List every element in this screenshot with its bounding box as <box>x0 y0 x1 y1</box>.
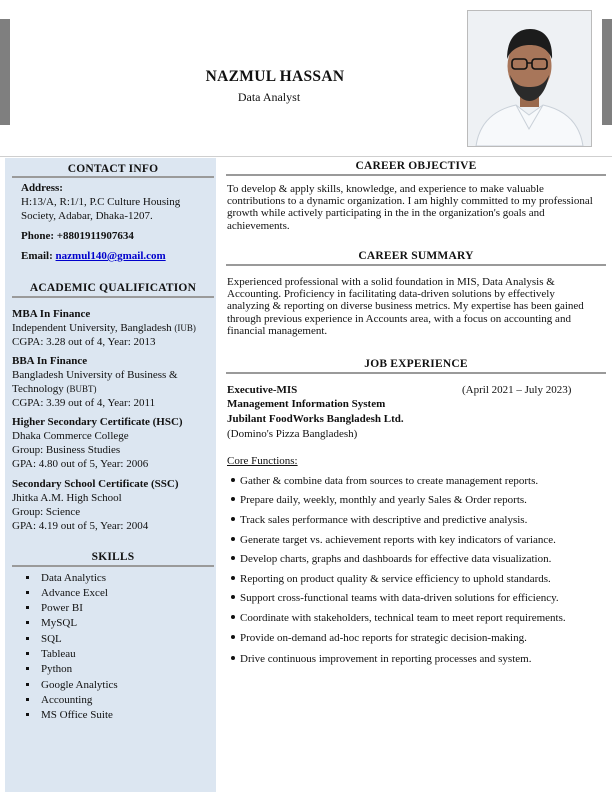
job-period: (April 2021 – July 2023) <box>462 384 572 396</box>
skill-label: MySQL <box>41 617 78 629</box>
function-text: Develop charts, graphs and dashboards for effective data visualization. <box>240 553 552 565</box>
summary-heading: CAREER SUMMARY <box>358 250 474 262</box>
skill-item <box>26 694 92 707</box>
bullet-dot-icon <box>231 656 235 660</box>
skill-label: Tableau <box>41 648 76 660</box>
skill-label: Advance Excel <box>41 587 108 599</box>
bullet-dot-icon <box>231 497 235 501</box>
experience-rule <box>226 372 606 374</box>
core-functions-label: Core Functions: <box>227 455 298 467</box>
skill-item <box>26 617 77 630</box>
skill-label: Google Analytics <box>41 679 118 691</box>
square-bullet-icon <box>26 591 29 594</box>
right-accent-bar <box>602 19 612 125</box>
academic-heading: ACADEMIC QUALIFICATION <box>29 282 197 294</box>
skill-label: SQL <box>41 633 62 645</box>
skill-item <box>26 572 106 585</box>
ssc-group: Group: Science <box>12 506 81 518</box>
square-bullet-icon <box>26 713 29 716</box>
function-item <box>231 553 551 566</box>
bba-institution-abbr: (BUBT) <box>66 384 97 394</box>
candidate-name: NAZMUL HASSAN <box>205 68 345 85</box>
candidate-title: Data Analyst <box>237 90 301 104</box>
email-label: Email: <box>21 250 53 262</box>
skill-label: MS Office Suite <box>41 709 113 721</box>
hsc-institution: Dhaka Commerce College <box>12 430 129 442</box>
degree-ssc: Secondary School Certificate (SSC) <box>12 478 179 490</box>
email-link[interactable]: nazmul140@gmail.com <box>55 250 166 262</box>
function-text: Provide on-demand ad-hoc reports for strategic decision-making. <box>240 632 527 644</box>
function-text: Track sales performance with descriptive and predictive analysis. <box>240 514 528 526</box>
bullet-dot-icon <box>231 576 235 580</box>
square-bullet-icon <box>26 606 29 609</box>
function-text: Support cross-functional teams with data-driven solutions for efficiency. <box>240 592 559 604</box>
phone-value: +8801911907634 <box>56 230 134 242</box>
function-text: Gather & combine data from sources to create management reports. <box>240 475 539 487</box>
skill-label: Power BI <box>41 602 83 614</box>
bullet-dot-icon <box>231 615 235 619</box>
square-bullet-icon <box>26 698 29 701</box>
function-text: Prepare daily, weekly, monthly and yearly Sales & Order reports. <box>240 494 527 506</box>
function-item <box>231 514 527 527</box>
function-text: Coordinate with stakeholders, technical team to meet report requirements. <box>240 612 566 624</box>
function-item <box>231 573 551 586</box>
bba-institution-line-1: Bangladesh University of Business & <box>12 369 178 381</box>
bullet-dot-icon <box>231 635 235 639</box>
function-item <box>231 612 566 625</box>
summary-rule <box>226 264 606 266</box>
function-text: Generate target vs. achievement reports with key indicators of variance. <box>240 534 556 546</box>
skills-rule <box>12 565 214 567</box>
function-item <box>231 475 538 488</box>
mba-result: CGPA: 3.28 out of 4, Year: 2013 <box>12 336 156 348</box>
degree-mba: MBA In Finance <box>12 308 91 320</box>
email-line <box>21 250 166 263</box>
objective-text: To develop & apply skills, knowledge, and experience to make valuable contributions to a dynamic organization. I am highly committed to my professional growth while actively participating in the in the organization's goals and achievements. <box>227 183 593 232</box>
address-line-1: H:13/A, R:1/1, P.C Culture Housing <box>21 196 181 208</box>
ssc-result: GPA: 4.19 out of 5, Year: 2004 <box>12 520 149 532</box>
hsc-result: GPA: 4.80 out of 5, Year: 2006 <box>12 458 149 470</box>
function-item <box>231 494 527 507</box>
objective-rule <box>226 174 606 176</box>
degree-bba: BBA In Finance <box>12 355 88 367</box>
objective-heading: CAREER OBJECTIVE <box>355 160 477 172</box>
square-bullet-icon <box>26 652 29 655</box>
skill-label: Data Analytics <box>41 572 107 584</box>
skill-label: Accounting <box>41 694 93 706</box>
hsc-group: Group: Business Studies <box>12 444 121 456</box>
skill-item <box>26 679 118 692</box>
academic-rule <box>12 296 214 298</box>
contact-rule <box>12 176 214 178</box>
function-item <box>231 653 531 666</box>
phone-label: Phone: <box>21 230 54 242</box>
skill-item <box>26 587 108 600</box>
address-line-2: Society, Adabar, Dhaka-1207. <box>21 210 153 222</box>
skill-item <box>26 663 72 676</box>
skill-item <box>26 602 83 615</box>
bullet-dot-icon <box>231 595 235 599</box>
summary-text: Experienced professional with a solid foundation in MIS, Data Analysis & Accounting. Proficiency in facilitating data-driven solutions by effectively analyzing & reporting on diverse business metrics. My expertise has been gained through previous experience in Accounts area, with a focus on accounting and financial management. <box>227 276 584 337</box>
mba-institution-name: Independent University, Bangladesh <box>12 322 172 334</box>
skill-item <box>26 648 76 661</box>
job-role: Executive-MIS <box>227 384 298 396</box>
bullet-dot-icon <box>231 517 235 521</box>
mba-institution <box>12 322 196 335</box>
skill-item <box>26 709 113 722</box>
profile-photo <box>467 10 592 147</box>
bba-result: CGPA: 3.39 out of 4, Year: 2011 <box>12 397 156 409</box>
function-item <box>231 534 556 547</box>
contact-heading: CONTACT INFO <box>67 163 159 175</box>
square-bullet-icon <box>26 667 29 670</box>
experience-heading: JOB EXPERIENCE <box>364 358 468 370</box>
skill-label: Python <box>41 663 73 675</box>
square-bullet-icon <box>26 683 29 686</box>
function-text: Drive continuous improvement in reporting processes and system. <box>240 653 532 665</box>
skills-heading: SKILLS <box>91 551 135 563</box>
job-department: Management Information System <box>227 398 386 410</box>
bullet-dot-icon <box>231 556 235 560</box>
person-portrait-icon <box>468 11 591 146</box>
square-bullet-icon <box>26 576 29 579</box>
mba-institution-abbr: (IUB) <box>174 323 196 333</box>
left-accent-bar <box>0 19 10 125</box>
job-brand: (Domino's Pizza Bangladesh) <box>227 428 358 440</box>
bba-institution-line-2 <box>12 383 97 396</box>
square-bullet-icon <box>26 637 29 640</box>
skill-item <box>26 633 62 646</box>
function-item <box>231 592 559 605</box>
function-item <box>231 632 527 645</box>
square-bullet-icon <box>26 621 29 624</box>
bullet-dot-icon <box>231 537 235 541</box>
ssc-institution: Jhitka A.M. High School <box>12 492 122 504</box>
bullet-dot-icon <box>231 478 235 482</box>
address-label: Address: <box>21 182 63 194</box>
function-text: Reporting on product quality & service efficiency to uphold standards. <box>240 573 551 585</box>
header-divider <box>0 156 612 157</box>
job-company: Jubilant FoodWorks Bangladesh Ltd. <box>227 413 404 425</box>
bba-institution-name-end: Technology <box>12 383 64 395</box>
degree-hsc: Higher Secondary Certificate (HSC) <box>12 416 183 428</box>
phone-line <box>21 230 134 243</box>
